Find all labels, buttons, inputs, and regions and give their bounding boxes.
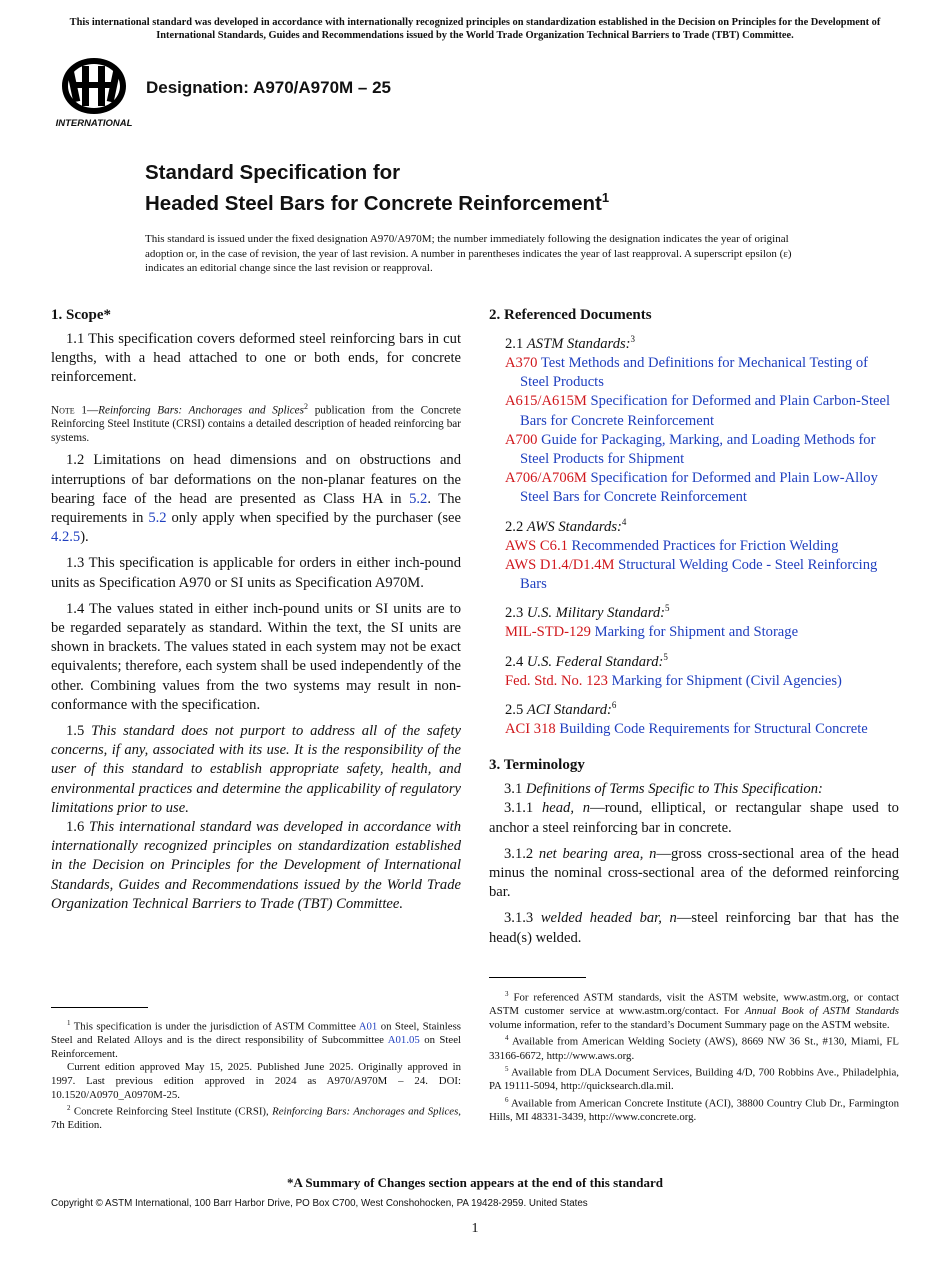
copyright: Copyright © ASTM International, 100 Barr Harbor Drive, PO Box C700, West Conshohocken, PA 19428-2959. United States: [51, 1198, 588, 1209]
title-line-1: Standard Specification for: [145, 161, 401, 184]
ref-fed-std-123[interactable]: Fed. Std. No. 123 Marking for Shipment (Civil Agencies): [505, 672, 842, 689]
link-5-2[interactable]: 5.2: [409, 490, 428, 507]
astm-logo: [54, 56, 134, 132]
ref-aws-c6-1[interactable]: AWS C6.1 Recommended Practices for Friction Welding: [505, 537, 839, 554]
ref-a370[interactable]: A370 Test Methods and Definitions for Mechanical Testing of Steel Products: [505, 355, 869, 391]
astm-standards-label: 2.1 ASTM Standards:$^3$: [505, 334, 636, 352]
ref-a700[interactable]: A700 Guide for Packaging, Marking, and Loading Methods for Steel Products for Shipment: [505, 431, 876, 468]
right-column: [489, 306, 899, 948]
logo-text: INTERNATIONAL: [55, 118, 133, 129]
para-1-6: 1.6 This international standard was developed in accordance with internationally recognized principles on standardization established in the Decision on Principles for the Development of International Standards, Guides and Recommendations issued by the World Trade Organization Technical Barriers to Trade (TBT) Committee.: [51, 819, 462, 912]
para-1-5: 1.5 This standard does not purport to address all of the safety concerns, if any, associated with its use. It is the responsibility of the user of this standard to establish appropriate safety, health, and environmental practices and determine the applicability of regulatory limitations prior to use.: [51, 722, 461, 816]
footnote-6: $^6$ Available from American Concrete Institute (ACI), 38800 Country Club Dr., Farmington Hills, MI 48331-3439, http://www.concrete.org.: [489, 1095, 899, 1124]
para-3-1-3: 3.1.3 welded headed bar, n—steel reinforcing bar that has the head(s) welded.: [489, 910, 899, 946]
para-1-2: 1.2 Limitations on head dimensions and on obstructions and interruptions of bar deformations on the non-planar features on the bearing face of the head are presented as Class HA in 5.2. The requirements in 5.2 only apply when specified by the purchaser (see 4.2.5).: [51, 452, 461, 546]
federal-standard-label: 2.4 U.S. Federal Standard:$^5$: [505, 651, 668, 670]
terminology-heading: 3. Terminology: [489, 757, 585, 774]
designation: Designation: A970/A970M – 25: [146, 78, 392, 97]
ref-aci-318[interactable]: ACI 318 Building Code Requirements for Structural Concrete: [505, 720, 868, 737]
ref-a615[interactable]: A615/A615M Specification for Deformed and Plain Carbon-Steel Bars for Concrete Reinforcement: [505, 393, 891, 429]
intro-note: This standard is issued under the fixed designation A970/A970M; the number immediately following the designation indicates the year of original adoption or, in the case of revision, the year of last revision. A number in parentheses indicates the year of last reapproval. A superscript epsilon (ε) indicates an editorial change since the last revision or reapproval.: [145, 233, 792, 274]
scope-heading: 1. Scope*: [51, 307, 111, 323]
footnote-2: $^2$ Concrete Reinforcing Steel Institute (CRSI), Reinforcing Bars: Anchorages and Splices, 7th Edition.: [51, 1104, 461, 1132]
para-3-1: 3.1 Definitions of Terms Specific to This Specification:: [504, 781, 823, 798]
referenced-heading: 2. Referenced Documents: [489, 307, 652, 323]
footnote-3: $^3$ For referenced ASTM standards, visit the ASTM website, www.astm.org, or contact ASTM customer service at www.astm.org/contact. For Annual Book of ASTM Standards volume information, refer to the standard’s Document Summary page on the ASTM website.: [489, 990, 899, 1031]
footnote-4: $^4$ Available from American Welding Society (AWS), 8669 NW 36 St., #130, Miami, FL 33166-6672, http://www.aws.org.: [489, 1034, 899, 1062]
ref-a706[interactable]: A706/A706M Specification for Deformed and Plain Low-Alloy Steel Bars for Concrete Reinforcement: [505, 470, 878, 506]
page-title: [145, 160, 609, 216]
para-1-4: 1.4 The values stated in either inch-pound units or SI units are to be regarded separately as standard. Within the text, the SI units are shown in brackets. The values stated in each system may not be exact equivalents; therefore, each system shall be used independently of the other. Combining values from the two systems may result in non-conformance with the specification.: [51, 600, 461, 713]
para-3-1-2: 3.1.2 net bearing area, n—gross cross-sectional area of the head minus the nominal cross-sectional area of the deformed reinforcing bar.: [489, 845, 899, 901]
title-line-2: Headed Steel Bars for Concrete Reinforcement$^1$: [145, 190, 610, 215]
ref-aws-d1-4[interactable]: AWS D1.4/D1.4M Structural Welding Code - Steel Reinforcing Bars: [505, 556, 878, 593]
footnote-1-approved: Current edition approved May 15, 2025. Published June 2025. Originally approved in 1997. Last previous edition approved in 2024 as A970/A970M – 24. DOI: 10.1520/A0970_A0970M-25.: [51, 1061, 461, 1101]
page-number: 1: [471, 1221, 479, 1236]
link-a01[interactable]: A01: [358, 1020, 378, 1033]
summary-of-changes: *A Summary of Changes section appears at the end of this standard: [287, 1175, 663, 1190]
aws-standards-label: 2.2 AWS Standards:$^4$: [505, 516, 627, 535]
footnote-rule-left: [51, 1007, 148, 1008]
para-1-3: 1.3 This specification is applicable for orders in either inch-pound units as Specification A970 or SI units as Specification A970M.: [51, 555, 461, 591]
footnote-5: $^5$ Available from DLA Document Services, Building 4/D, 700 Robbins Ave., Philadelphia, PA 19111-5094, http://quicksearch.dla.mil.: [489, 1065, 899, 1093]
link-4-2-5[interactable]: 4.2.5: [51, 529, 81, 546]
ref-mil-std-129[interactable]: MIL-STD-129 Marking for Shipment and Storage: [505, 624, 799, 641]
para-1-1: 1.1 This specification covers deformed steel reinforcing bars in cut lengths, with a head attached to one or both ends, for concrete reinforcement.: [51, 331, 461, 386]
footnotes-left: [51, 1017, 461, 1133]
top-notice: This international standard was developed in accordance with internationally recognized principles on standardization established in the Decision on Principles for the Development of International Standards, Guides and Recommendations issued by the World Trade Organization Technical Barriers to Trade (TBT) Committee.: [69, 17, 881, 41]
link-5-2-second[interactable]: 5.2: [148, 509, 167, 526]
note-1: Note 1—Reinforcing Bars: Anchorages and Splices$^2$ publication from the Concrete Reinforcing Steel Institute (CRSI) contains a detailed description of headed reinforcing bar systems.: [51, 401, 461, 445]
military-standard-label: 2.3 U.S. Military Standard:$^5$: [505, 603, 670, 622]
para-3-1-1: 3.1.1 head, n—round, elliptical, or rectangular shape used to anchor a steel reinforcing bar in concrete.: [489, 800, 899, 836]
footnote-rule-right: [489, 977, 586, 978]
link-a01-05[interactable]: A01.05: [387, 1034, 420, 1047]
footnote-1: $^1$ This specification is under the jurisdiction of ASTM Committee A01 on Steel, Stainless Steel and Related Alloys and is the direct responsibility of Subcommittee A01.05 on Steel Reinforcement.: [51, 1019, 461, 1060]
aci-standard-label: 2.5 ACI Standard:$^6$: [505, 699, 617, 718]
left-column: [51, 306, 461, 914]
footnotes-right: [489, 988, 899, 1125]
